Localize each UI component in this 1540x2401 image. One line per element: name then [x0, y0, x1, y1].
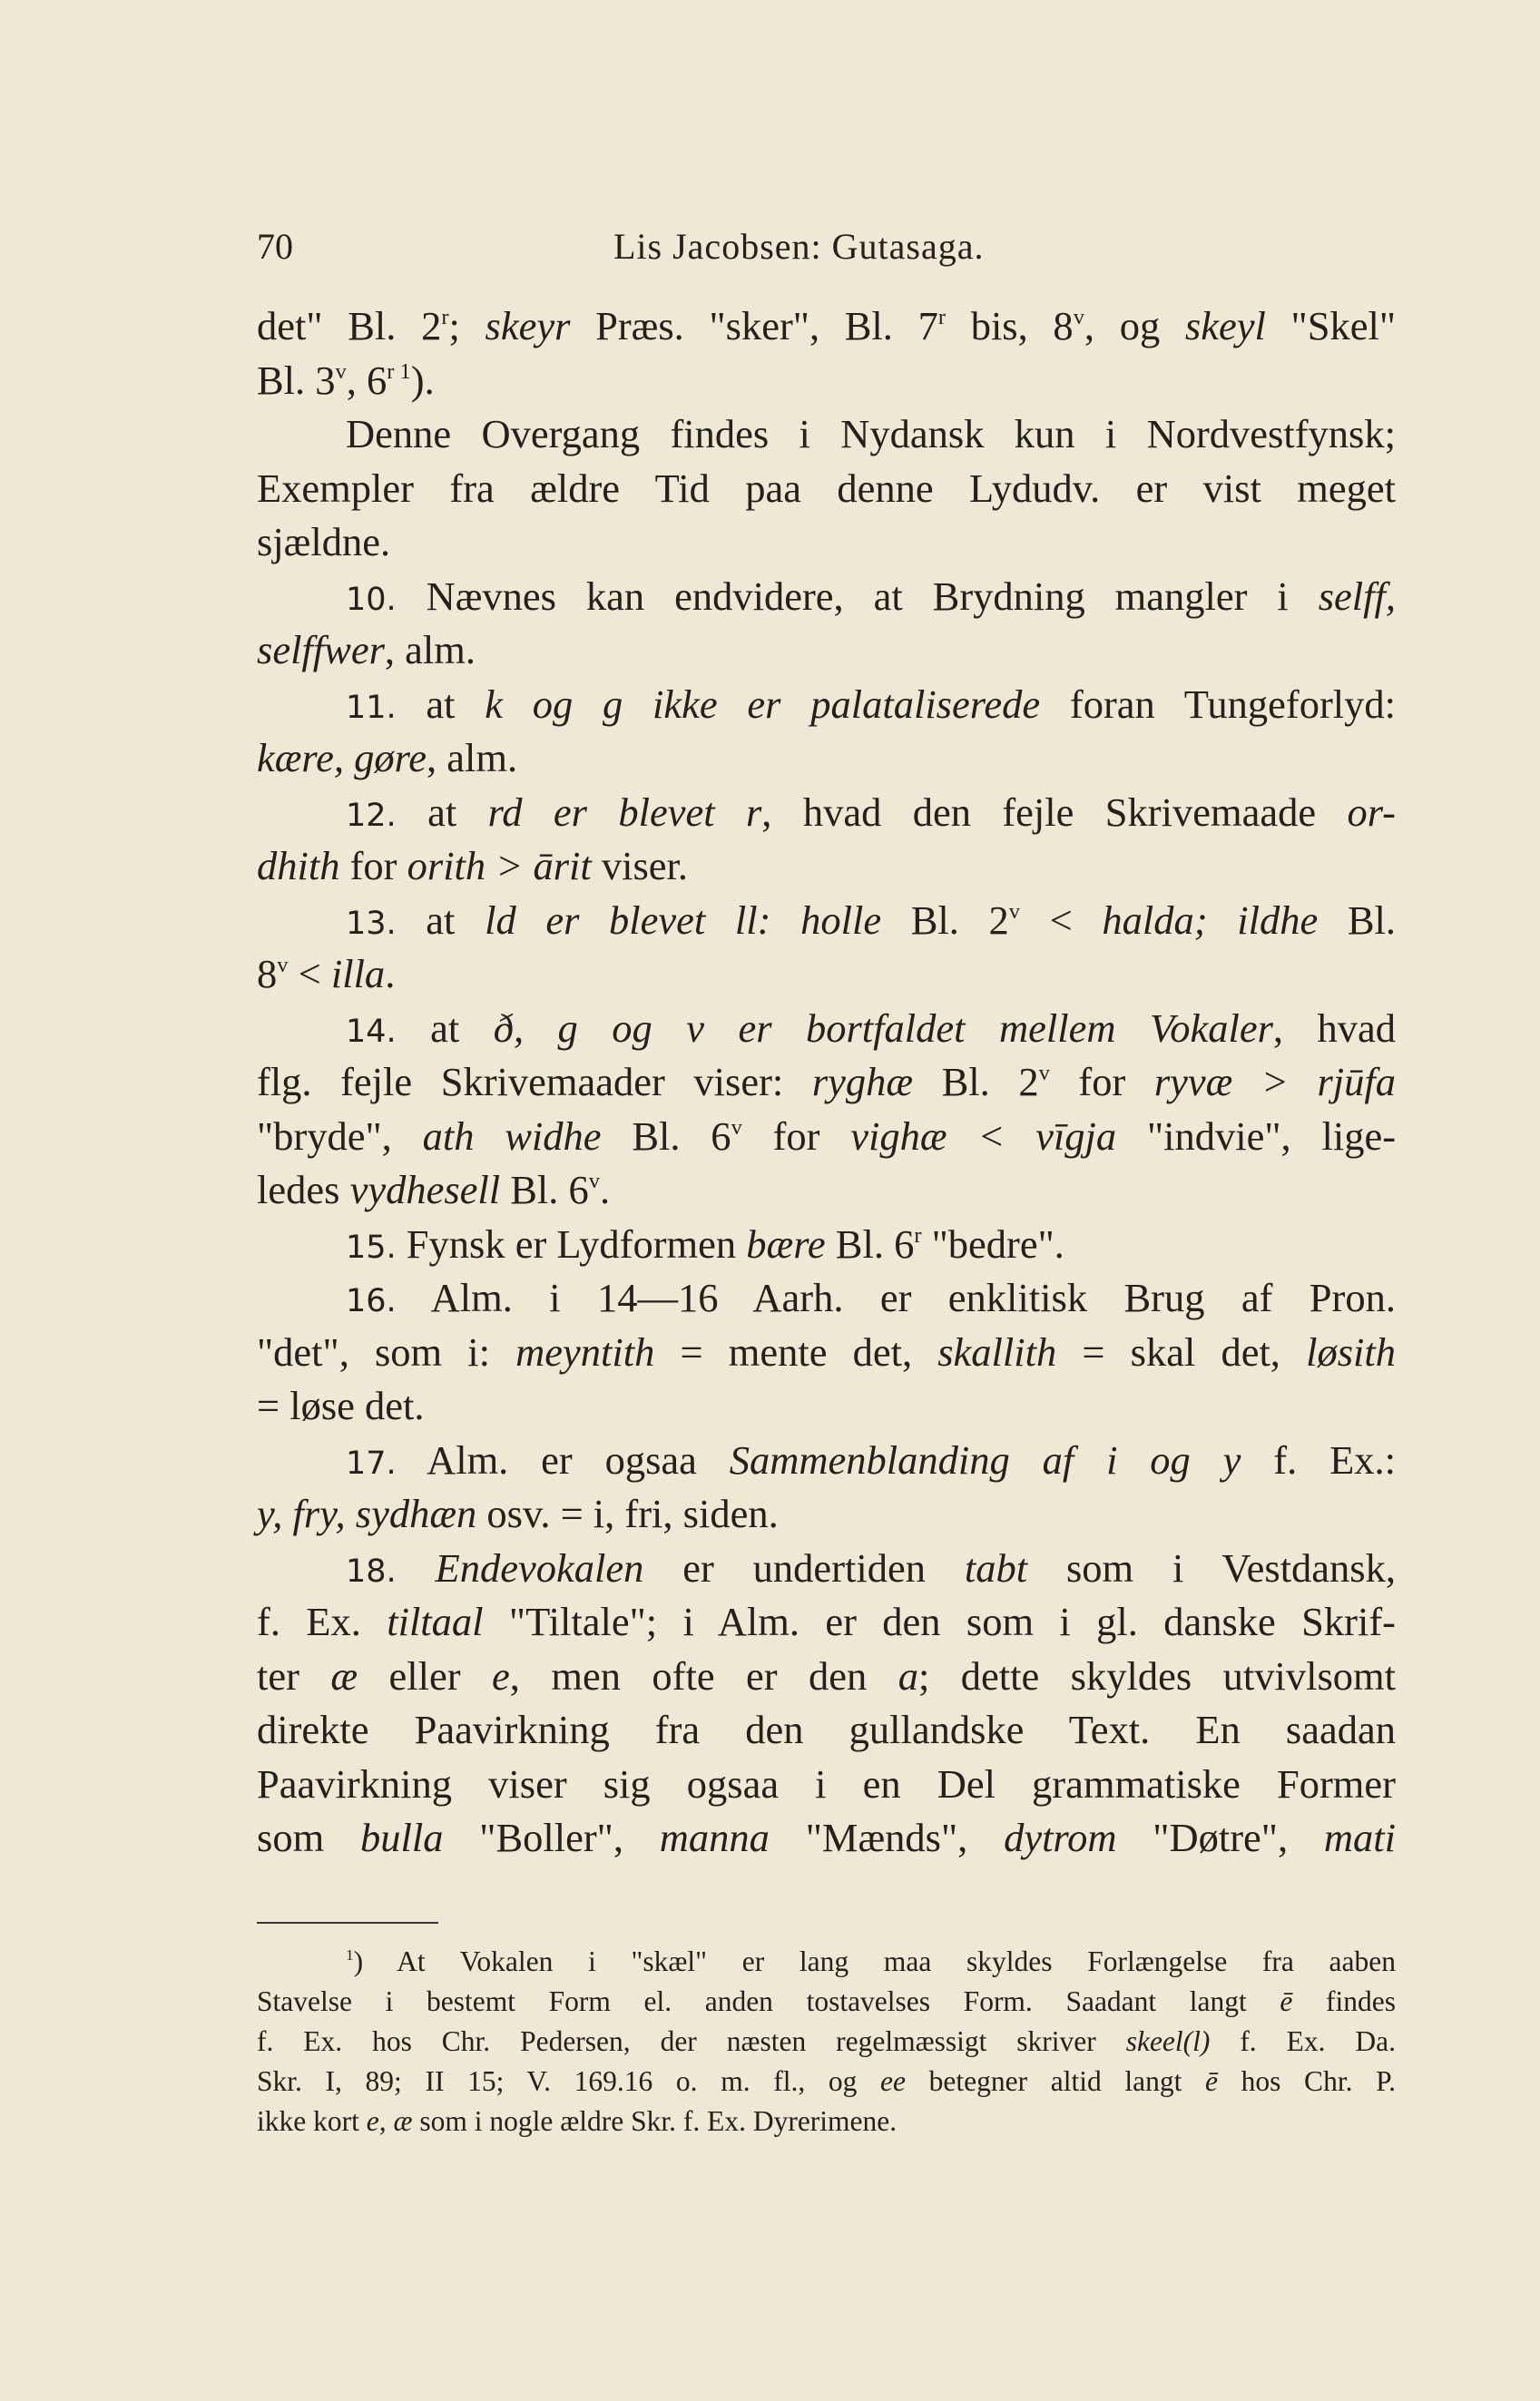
body-line: Exempler fra ældre Tid paa denne Lydudv. er vist meget [257, 465, 1396, 511]
section-11: 11. at k og g ikke er palataliserede foran Tungeforlyd: [346, 681, 1396, 727]
section-12: 12. at rd er blevet r, hvad den fejle Skrivemaade or- [346, 789, 1396, 835]
body-line: selffwer, alm. [257, 627, 476, 672]
footnote-line: Stavelse i bestemt Form el. anden tostavelses Form. Saadant langt ē findes [257, 1985, 1397, 2017]
body-line: Denne Overgang findes i Nydansk kun i Nordvestfynsk; [346, 411, 1396, 456]
section-16: 16. Alm. i 14—16 Aarh. er enklitisk Brug af Pron. [346, 1275, 1396, 1320]
body-line: Bl. 3$^v$, $6^{r 1}$). [257, 357, 435, 403]
body-line: direkte Paavirkning fra den gullandske Text. En saadan [257, 1707, 1396, 1752]
body-line: dhith for orith > ārit viser. [257, 843, 689, 888]
body-line: Paavirkning viser sig ogsaa i en Del grammatiske Former [257, 1760, 1396, 1807]
body-line: "bryde", ath widhe Bl. 6$^v$ for vighæ < vīgja "indvie", lige- [257, 1112, 1397, 1159]
running-title: Lis Jacobsen: Gutasaga. [613, 226, 985, 267]
footnote-line: Skr. I, 89; II 15; V. 169.16 o. m. fl., og ee betegner altid langt ē hos Chr. P. [257, 2065, 1397, 2097]
footnote-line: ikke kort e, æ som i nogle ældre Skr. f. Ex. Dyrerimene. [257, 2105, 898, 2137]
section-15: 15. Fynsk er Lydformen bære Bl. 6$^r$ "bedre". [346, 1220, 1064, 1267]
body-line: f. Ex. tiltaal "Tiltale"; i Alm. er den som i gl. danske Skrif- [257, 1599, 1396, 1644]
page-header [257, 225, 1396, 270]
body-line: flg. fejle Skrivemaader viser: ryghæ Bl. 2$^v$ for ryvæ > rjūfa [257, 1059, 1397, 1104]
body-line: det" Bl. 2$^r$; skeyr Præs. "sker", Bl. 7$^r$ bis, 8$^v$, og skeyl "Skel" [257, 303, 1396, 348]
body-line: ter æ eller e, men ofte er den a; dette skyldes utvivlsomt [257, 1652, 1396, 1699]
page-number: 70 [257, 226, 293, 267]
body-line: "det", som i: meyntith = mente det, skallith = skal det, løsith [257, 1328, 1396, 1375]
body-line: ledes vydhesell Bl. 6$^v$. [257, 1167, 611, 1212]
footnote-line: $^1$) At Vokalen i "skæl" er lang maa skyldes Forlængelse fra aaben [346, 1945, 1396, 1977]
footnote-line: f. Ex. hos Chr. Pedersen, der næsten regelmæssigt skriver skeel(l) f. Ex. Da. [257, 2025, 1396, 2057]
body-line: = løse det. [257, 1383, 425, 1428]
section-13: 13. at ld er blevet ll: holle Bl. $2^v$ < halda; ildhe Bl. [346, 897, 1397, 943]
body-line: sjældne. [257, 519, 391, 564]
footnote-marker: 1 [346, 1945, 354, 1964]
section-17: 17. Alm. er ogsaa Sammenblanding af i og y f. Ex.: [346, 1436, 1396, 1483]
body-line: kære, gøre, alm. [257, 735, 518, 780]
body-line: som bulla "Boller", manna "Mænds", dytrom "Døtre", mati [257, 1815, 1396, 1860]
footnote [257, 1942, 1396, 2141]
footnote-ref: r 1 [387, 358, 411, 384]
section-18: 18. Endevokalen er undertiden tabt som i Vestdansk, [346, 1544, 1397, 1591]
section-14: 14. at ð, g og v er bortfaldet mellem Vokaler, hvad [346, 1004, 1396, 1051]
section-10: 10. Nævnes kan endvidere, at Brydning mangler i selff, [346, 573, 1396, 619]
body-text [257, 299, 1396, 1866]
footnote-rule [257, 1922, 438, 1924]
body-line: $8^v$ < illa. [257, 951, 396, 996]
body-line: y, fry, sydhæn osv. = i, fri, siden. [257, 1491, 779, 1536]
